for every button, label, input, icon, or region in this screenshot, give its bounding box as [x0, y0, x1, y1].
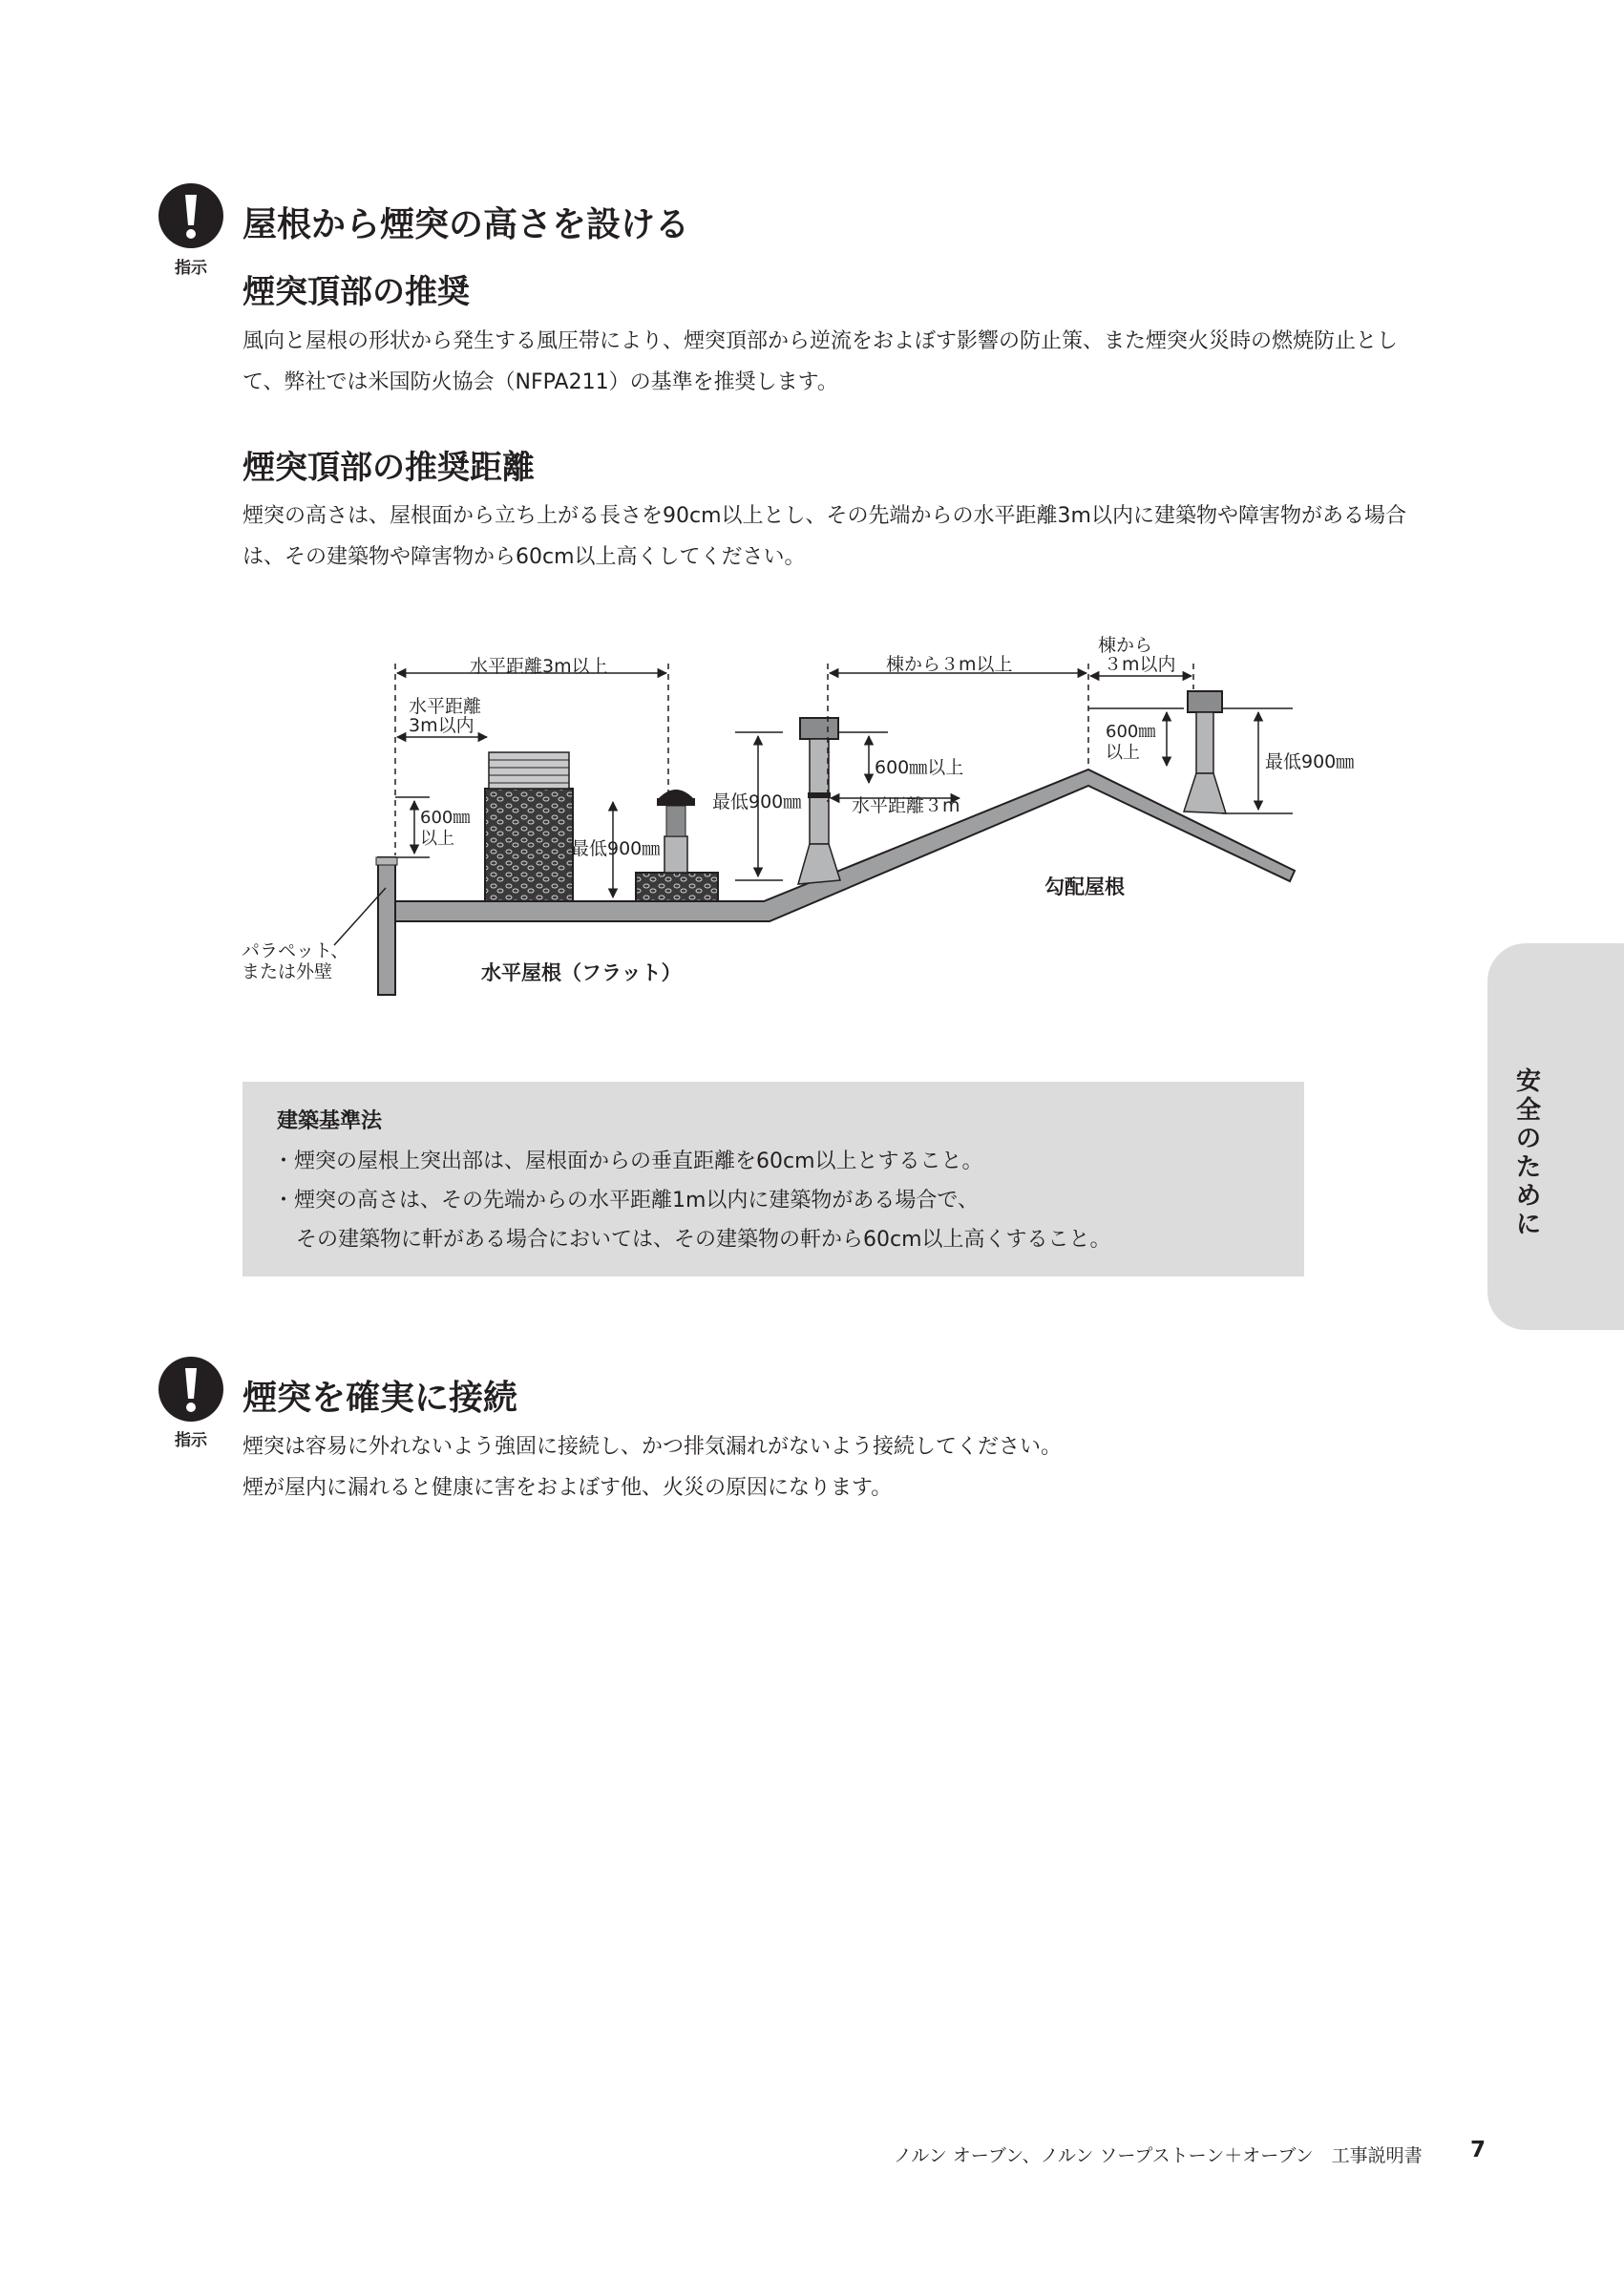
paragraph-line: 煙突の高さは、屋根面から立ち上がる長さを90cm以上とし、その先端からの水平距離3m以内に建築物や障害物がある場合 — [243, 504, 1406, 528]
paragraph-line: て、弊社では米国防火協会（NFPA211）の基準を推奨します。 — [243, 370, 838, 394]
instruction-caption: 指示 — [175, 1431, 207, 1450]
exclamation-circle-icon — [158, 182, 224, 249]
paragraph-line: 煙突は容易に外れないよう強固に接続し、かつ排気漏れがないよう接続してください。 — [243, 1435, 1063, 1459]
law-title: 建築基準法 — [277, 1109, 383, 1133]
dim-label-min: 以上 — [420, 829, 454, 849]
building-standards-box — [243, 1082, 1304, 1276]
law-item-continued: その建築物に軒がある場合においては、その建築物の軒から60cm以上高くすること。 — [296, 1228, 1111, 1252]
parapet-wall — [378, 857, 395, 995]
dim-label-min-right: 以上 — [1106, 743, 1140, 763]
paragraph-line: は、その建築物や障害物から60cm以上高くしてください。 — [243, 545, 806, 569]
label-exterior-wall: または外壁 — [242, 961, 333, 982]
dim-label-3m-within-ridge: ３m以内 — [1104, 654, 1176, 675]
dim-label-horizontal: 水平距離 — [409, 696, 482, 717]
dim-label-ridge: 棟から — [1098, 635, 1153, 656]
dim-label-horizontal-3m-min: 水平距離3m以上 — [470, 656, 608, 677]
section-title: 屋根から煙突の高さを設ける — [243, 205, 690, 244]
chimney-clearance-diagram — [229, 621, 1394, 1002]
law-item: ・煙突の屋根上突出部は、屋根面からの垂直距離を60cm以上とすること。 — [273, 1150, 983, 1173]
dim-label-horizontal-3m: 水平距離３m — [852, 795, 960, 816]
dim-label-900mm-right: 最低900㎜ — [1265, 751, 1355, 772]
dim-label-900mm-middle: 最低900㎜ — [712, 791, 802, 812]
section-title-connection: 煙突を確実に接続 — [243, 1379, 518, 1418]
side-tab-label: 安全のために — [1515, 1067, 1541, 1239]
dim-label-600mm: 600㎜ — [420, 808, 471, 828]
connection-paragraph — [243, 1426, 1062, 1508]
masonry-building — [485, 752, 573, 901]
dim-label-900mm-flat: 最低900㎜ — [571, 838, 661, 859]
subsection-title-distance: 煙突頂部の推奨距離 — [243, 449, 535, 487]
label-sloped-roof: 勾配屋根 — [1044, 875, 1125, 898]
recommendation-paragraph — [243, 321, 1398, 403]
law-item: ・煙突の高さは、その先端からの水平距離1m以内に建築物がある場合で、 — [273, 1189, 979, 1213]
sloped-roof-chimney-middle — [798, 718, 840, 884]
footer-title: ノルン オーブン、ノルン ソープストーン＋オーブン 工事説明書 — [894, 2145, 1423, 2166]
label-flat-roof: 水平屋根（フラット） — [481, 961, 682, 984]
dim-label-600mm-min: 600㎜以上 — [875, 757, 964, 778]
instruction-caption: 指示 — [175, 259, 207, 278]
dim-label-3m-within: 3m以内 — [409, 715, 475, 736]
dim-label-600mm-right: 600㎜ — [1106, 722, 1156, 742]
label-parapet: パラペット、 — [242, 940, 349, 961]
dim-label-ridge-3m-min: 棟から３m以上 — [886, 654, 1013, 675]
page-number: 7 — [1470, 2138, 1487, 2162]
sloped-roof-chimney-right — [1184, 691, 1226, 813]
paragraph-line: 風向と屋根の形状から発生する風圧帯により、煙突頂部から逆流をおよぼす影響の防止策、また煙突火災時の燃焼防止とし — [243, 329, 1399, 353]
distance-paragraph — [243, 496, 1406, 578]
side-tab — [1487, 943, 1624, 1330]
paragraph-line: 煙が屋内に漏れると健康に害をおよぼす他、火災の原因になります。 — [243, 1476, 893, 1500]
exclamation-circle-icon — [158, 1356, 224, 1423]
subsection-title-recommendation: 煙突頂部の推奨 — [243, 273, 470, 311]
